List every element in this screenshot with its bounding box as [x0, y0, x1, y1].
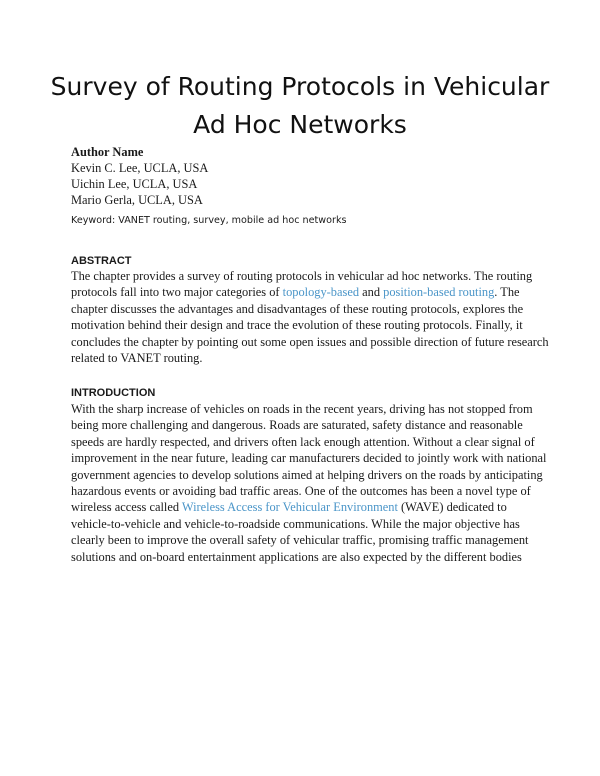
introduction-paragraph [71, 401, 547, 565]
intro-line-6: hazardous events or avoiding bad traffic areas. One of the outcomes has been a novel type of [71, 484, 531, 499]
abstract-line-2-end: . The [494, 285, 520, 300]
author-2: Uichin Lee, UCLA, USA [71, 177, 198, 191]
topology-based-link[interactable]: topology-based [282, 285, 360, 300]
author-block [71, 144, 531, 208]
title-line-2: Ad Hoc Networks [193, 110, 407, 139]
abstract-line-6: related to VANET routing. [71, 351, 203, 366]
author-label: Author Name [71, 145, 144, 159]
abstract-paragraph [71, 268, 549, 366]
intro-line-7-end: (WAVE) dedicated to [397, 500, 507, 515]
keywords-line: Keyword: VANET routing, survey, mobile ad hoc networks [71, 215, 347, 226]
author-1: Kevin C. Lee, UCLA, USA [71, 161, 209, 175]
introduction-heading: INTRODUCTION [71, 387, 156, 399]
abstract-line-3: chapter discusses the advantages and disadvantages of these routing protocols, explores the [71, 301, 524, 316]
intro-line-1: With the sharp increase of vehicles on roads in the recent years, driving has not stopped from [71, 402, 533, 416]
wave-link[interactable]: Wireless Access for Vehicular Environment [181, 500, 398, 515]
intro-line-5: government agencies to develop solutions aimed at helping drivers on the roads by anticipating [71, 467, 543, 482]
intro-line-10: solutions and on-board entertainment applications are also expected by the different bodies [71, 549, 522, 564]
intro-line-7-start: wireless access called [71, 500, 182, 515]
abstract-line-1: The chapter provides a survey of routing protocols in vehicular ad hoc networks. The routing [71, 269, 533, 283]
abstract-line-2 [71, 284, 533, 300]
intro-line-2: being more challenging and dangerous. Roads are saturated, safety distance and reasonable [71, 418, 523, 433]
title-line-1: Survey of Routing Protocols in Vehicular [50, 72, 550, 101]
intro-line-8: vehicle-to-vehicle and vehicle-to-roadside communications. While the major objective has [71, 516, 520, 531]
intro-line-7 [71, 499, 533, 515]
paper-title [40, 68, 560, 144]
abstract-line-2-and: and [359, 285, 384, 300]
abstract-heading: ABSTRACT [71, 255, 132, 267]
position-based-routing-link[interactable]: position-based routing [383, 285, 495, 300]
abstract-line-5: concludes the chapter by pointing out some open issues and possible direction of future research [71, 334, 549, 349]
abstract-line-4: motivation behind their design and trace the evolution of these routing protocols. Finally, it [71, 318, 523, 333]
intro-line-9: clearly been to improve the overall safety of vehicular traffic, promising traffic management [71, 533, 529, 548]
intro-line-3: speeds are hardly respected, and drivers often lack enough attention. Without a clear signal of [71, 434, 535, 449]
intro-line-4: improvement in the near future, leading car manufacturers decided to jointly work with national [71, 451, 547, 466]
abstract-line-2-start: protocols fall into two major categories of [71, 285, 283, 300]
author-3: Mario Gerla, UCLA, USA [71, 193, 203, 207]
